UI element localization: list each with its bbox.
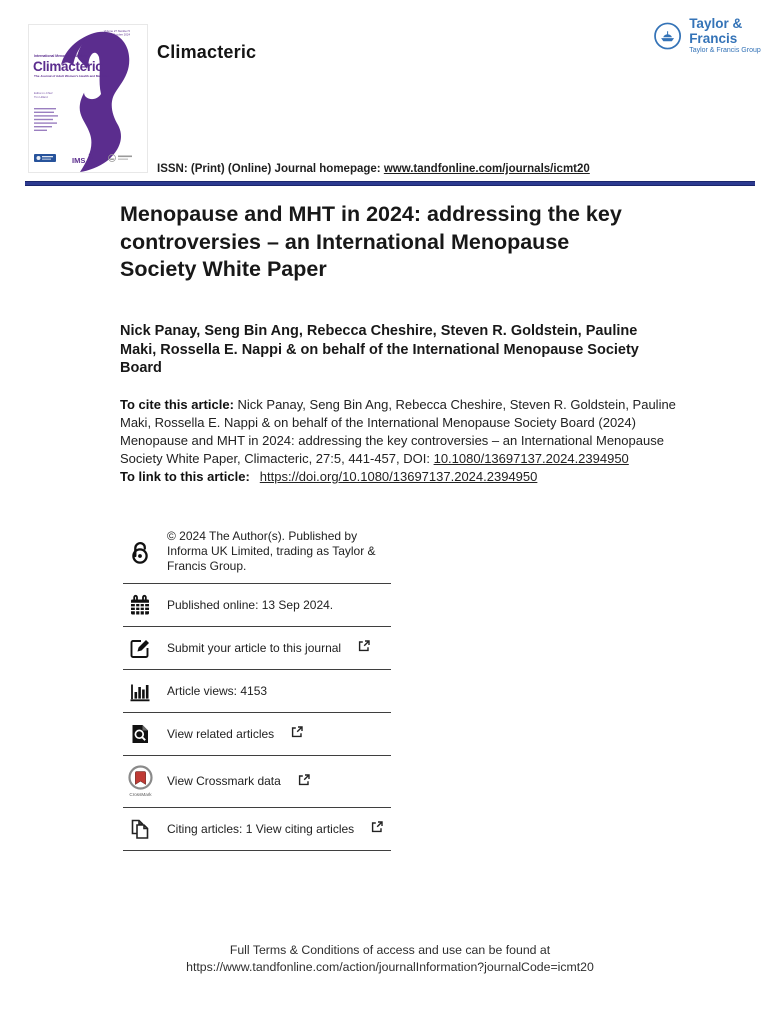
list-item-related <box>123 713 391 756</box>
list-item-views <box>123 670 391 713</box>
submit-article-link[interactable]: Submit your article to this journal <box>167 640 342 655</box>
issn-homepage-line <box>157 163 590 175</box>
publisher-name: Taylor & Francis <box>689 16 743 46</box>
open-access-icon <box>125 539 155 565</box>
journal-cover-thumbnail <box>28 24 148 173</box>
external-link-icon <box>291 725 303 743</box>
crossmark-link[interactable]: View Crossmark data <box>167 774 281 788</box>
publisher-group: Taylor & Francis Group <box>689 47 761 54</box>
terms-line: Full Terms & Conditions of access and use can be found at <box>229 943 551 957</box>
cover-subtitle: The Journal of Adult Women's Health and Medicine <box>34 74 110 78</box>
taylor-francis-icon <box>652 18 683 54</box>
cover-badge <box>34 154 56 162</box>
publisher-logo-text <box>689 16 780 55</box>
published-online-text: Published online: 13 Sep 2024. <box>167 597 334 612</box>
link-label: To link to this article: <box>120 469 250 484</box>
citing-articles-link[interactable]: Citing articles: 1 View citing articles <box>167 821 355 836</box>
cover-art <box>28 24 148 173</box>
cover-editor-name: Tim Hillard <box>34 95 48 99</box>
journal-title: Climacteric <box>157 42 257 62</box>
article-views-text: Article views: 4153 <box>167 683 268 698</box>
crossmark-icon <box>125 765 155 798</box>
list-item-crossmark <box>123 756 391 808</box>
header-divider <box>25 181 755 186</box>
cover-editor-label: Editor-in-Chief <box>34 91 53 95</box>
cover-society: International Menopause Society <box>34 54 87 58</box>
external-link-icon <box>298 773 310 791</box>
related-articles-icon <box>125 722 155 746</box>
cite-doi-link[interactable]: 10.1080/13697137.2024.2394950 <box>433 451 629 466</box>
cite-paragraph <box>120 396 676 468</box>
article-authors: Nick Panay, Seng Bin Ang, Rebecca Cheshire, Steven R. Goldstein, Pauline Maki, Rossella E. Nappi & on behalf of the International Menopause Society Board <box>120 323 639 376</box>
article-title: Menopause and MHT in 2024: addressing the key controversies – an International Menopause Society White Paper <box>120 202 622 281</box>
list-item-citing <box>123 808 391 851</box>
link-paragraph <box>120 469 676 484</box>
cite-label: To cite this article: <box>120 397 234 412</box>
terms-footer <box>0 942 780 976</box>
copyright-text: © 2024 The Author(s). Published by Informa UK Limited, trading as Taylor & Francis Group. <box>167 529 376 573</box>
citing-articles-icon <box>125 817 155 841</box>
publisher-logo <box>652 16 780 55</box>
journal-homepage-link[interactable]: www.tandfonline.com/journals/icmt20 <box>383 163 590 175</box>
list-item-published <box>123 584 391 627</box>
list-item-submit <box>123 627 391 670</box>
calendar-icon <box>125 593 155 617</box>
doi-link[interactable]: https://doi.org/10.1080/13697137.2024.2394950 <box>259 469 538 484</box>
cite-text: Nick Panay, Seng Bin Ang, Rebecca Cheshire, Steven R. Goldstein, Pauline Maki, Rossella E. Nappi & on behalf of the International Menopause Society Board (2024) Menopause and MHT in 2024: addressing the key controversies – an International Menopause Society White Paper, Climacteric, 27:5, 441-457, DOI: <box>120 397 676 466</box>
cover-volume-line2: October 2024 <box>113 32 130 37</box>
submit-article-icon <box>125 636 155 660</box>
cover-title: Climacteric <box>33 59 103 74</box>
crossmark-caption: CrossMark <box>128 792 152 797</box>
related-articles-link[interactable]: View related articles <box>167 726 275 741</box>
external-link-icon <box>358 639 370 657</box>
svg-text:IMS: IMS <box>72 156 86 165</box>
issn-label: ISSN: (Print) (Online) Journal homepage: <box>157 163 381 175</box>
terms-url-link[interactable]: https://www.tandfonline.com/action/journalInformation?journalCode=icmt20 <box>186 960 594 974</box>
article-info-list <box>123 520 391 851</box>
list-item-copyright <box>123 520 391 584</box>
article-views-icon <box>125 679 155 703</box>
external-link-icon <box>371 820 383 838</box>
cover-volume-line1: Volume 27 Number 5 <box>103 29 130 33</box>
